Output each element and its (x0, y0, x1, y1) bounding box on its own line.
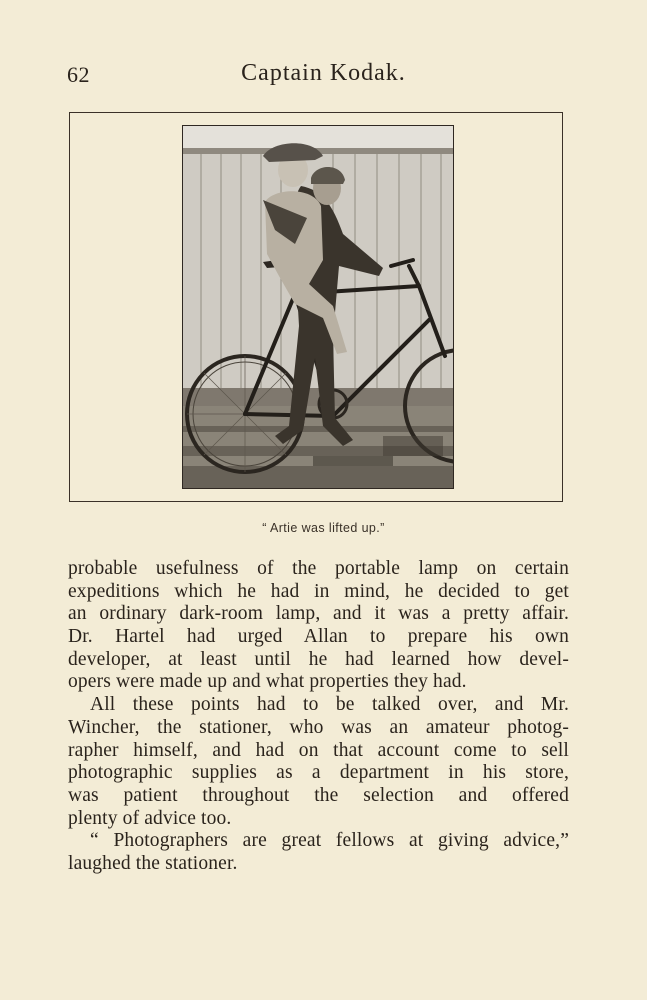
text-line: photographic supplies as a department in his store, (68, 762, 569, 784)
text-line: an ordinary dark-room lamp, and it was a pretty affair. (68, 603, 569, 625)
text-line: opers were made up and what properties they had. (68, 671, 467, 693)
text-line: developer, at least until he had learned how devel- (68, 648, 569, 670)
text-line: “ Photographers are great fellows at giving advice,” (90, 830, 569, 852)
text-line: rapher himself, and had on that account come to sell (68, 739, 569, 761)
body-text (68, 558, 569, 876)
text-line: All these points had to be talked over, and Mr. (90, 694, 569, 716)
running-title: Captain Kodak. (241, 60, 406, 86)
text-line: probable usefulness of the portable lamp on certain (68, 558, 569, 579)
plate-caption: “ Artie was lifted up.” (262, 521, 385, 535)
photograph (182, 125, 454, 489)
text-line: plenty of advice too. (68, 807, 232, 829)
text-line: Wincher, the stationer, who was an amateur photog- (68, 716, 569, 738)
text-line: was patient throughout the selection and offered (68, 784, 569, 806)
text-line: laughed the stationer. (68, 852, 238, 874)
text-line: Dr. Hartel had urged Allan to prepare his own (68, 626, 569, 648)
page-number: 62 (67, 62, 90, 87)
text-line: expeditions which he had in mind, he decided to get (68, 580, 569, 602)
